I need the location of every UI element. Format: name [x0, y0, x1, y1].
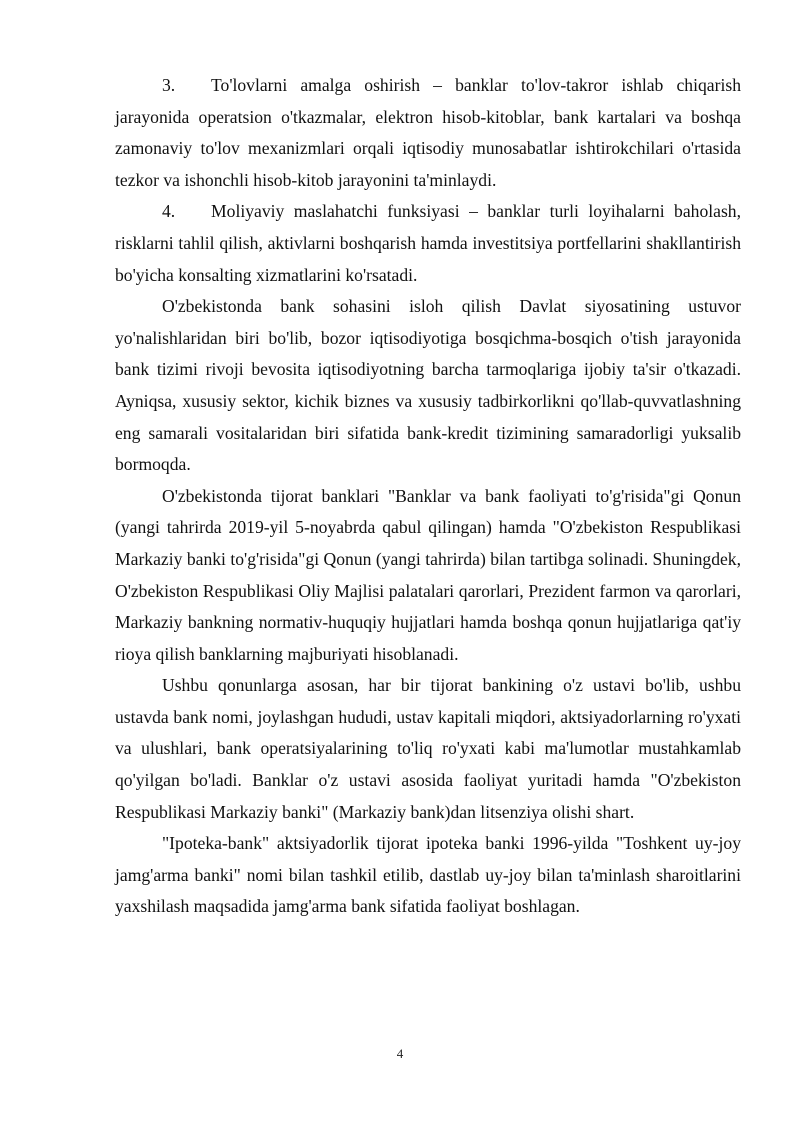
document-page: [115, 70, 741, 923]
page-number: 4: [396, 1046, 404, 1061]
list-item-text: To'lovlarni amalga oshirish – banklar to'lov-takror ishlab chiqarish jarayonida operatsion o'tkazmalar, elektron hisob-kitoblar, bank kartalari va boshqa zamonaviy to'lov mexanizmlari orqali iqtisodiy munosabatlar ishtirokchilari o'rtasida tezkor va ishonchli hisob-kitob jarayonini ta'minlaydi.: [115, 75, 741, 190]
paragraph-ipoteka-bank: "Ipoteka-bank" aktsiyadorlik tijorat ipoteka banki 1996-yilda "Toshkent uy-joy jamg'arma banki" nomi bilan tashkil etilib, dastlab uy-joy bilan ta'minlash sharoitlarini yaxshilash maqsadida jamg'arma bank sifatida faoliyat boshlagan.: [115, 833, 741, 917]
paragraph-bank-reform: O'zbekistonda bank sohasini isloh qilish Davlat siyosatining ustuvor yo'nalishlaridan biri bo'lib, bozor iqtisodiyotiga bosqichma-bosqich o'tish jarayonida bank tizimi rivoji bevosita iqtisodiyotning barcha tarmoqlariga ijobiy ta'sir o'tkazadi. Ayniqsa, xususiy sektor, kichik biznes va xususiy tadbirkorlikni qo'llab-quvvatlashning eng samarali vositalaridan biri sifatida bank-kredit tizimining samaradorligi yuksalib bormoqda.: [115, 296, 741, 475]
paragraph-legal-basis: O'zbekistonda tijorat banklari "Banklar va bank faoliyati to'g'risida"gi Qonun (yangi tahrirda 2019-yil 5-noyabrda qabul qilingan) hamda "O'zbekiston Respublikasi Markaziy banki to'g'risida"gi Qonun (yangi tahrirda) bilan tartibga solinadi. Shuningdek, O'zbekiston Respublikasi Oliy Majlisi palatalari qarorlari, Prezident farmon va qarorlari, Markaziy bankning normativ-huquqiy hujjatlari hamda boshqa qonun hujjatlariga qat'iy rioya qilish banklarning majburiyati hisoblanadi.: [115, 485, 741, 664]
list-item-number: 4.: [162, 201, 176, 222]
list-item-3: [115, 70, 741, 196]
list-item-number: 3.: [162, 75, 176, 95]
list-item-4: [115, 196, 741, 291]
list-item-text: Moliyaviy maslahatchi funksiyasi – banklar turli loyihalarni baholash, risklarni tahlil qilish, aktivlarni boshqarish hamda investitsiya portfellarini shakllantirish bo'yicha konsalting xizmatlarini ko'rsatadi.: [115, 201, 741, 285]
paragraph-bank-charter: Ushbu qonunlarga asosan, har bir tijorat bankining o'z ustavi bo'lib, ushbu ustavda bank nomi, joylashgan hududi, ustav kapitali miqdori, aktsiyadorlarning ro'yxati va ulushlari, bank operatsiyalarining to'liq ro'yxati kabi ma'lumotlar mustahkamlab qo'yilgan bo'ladi. Banklar o'z ustavi asosida faoliyat yuritadi hamda "O'zbekiston Respublikasi Markaziy banki" (Markaziy bank)dan litsenziya olishi shart.: [115, 675, 741, 822]
